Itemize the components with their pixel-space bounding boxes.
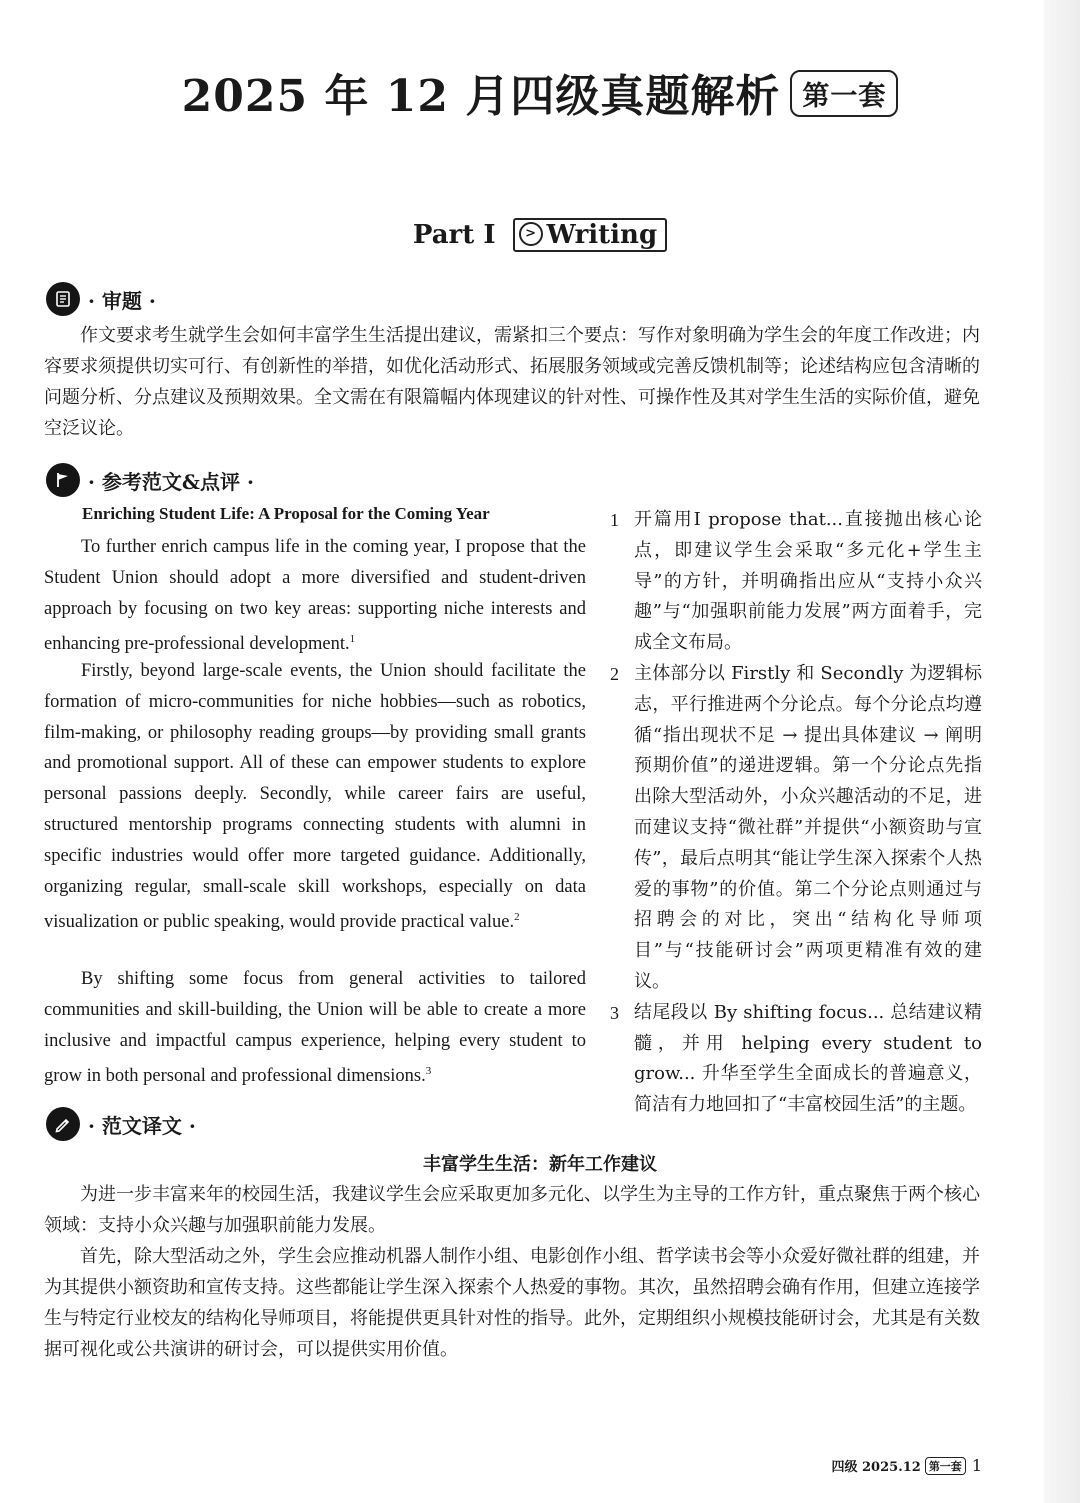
set-label-box: 第一套 — [790, 70, 898, 117]
note-text: 主体部分以 Firstly 和 Secondly 为逻辑标志，平行推进两个分论点。每个分论点均遵循“指出现状不足 → 提出具体建议 → 阐明预期价值”的递进逻辑。第一个分论点先指出除大型活动外，小众兴趣活动的不足，进而建议支持“微社群”并提供“小额资助与宣传”，最后点明其“能让学生深入探索个人热爱的事物”的价值。第二个分论点则通过与招聘会的对比，突出“结构化导师项目”与“技能研讨会”两项更精准有效的建议。 — [634, 662, 982, 992]
page-footer — [831, 1456, 982, 1475]
document-icon — [46, 282, 80, 316]
note-number: 1 — [610, 510, 619, 530]
translation-paragraph-1: 为进一步丰富来年的校园生活，我建议学生会应采取更加多元化、以学生为主导的工作方针，重点聚焦于两个核心领域：支持小众兴趣与加强职前能力发展。 — [44, 1184, 980, 1236]
footer-set-label: 第一套 — [925, 1457, 966, 1475]
part-name-box — [513, 218, 668, 252]
section-heading-translation — [46, 1107, 196, 1141]
section-heading-label: · 范文译文 · — [88, 1113, 196, 1138]
essay-note-ref: 2 — [514, 911, 520, 924]
part-name: Writing — [546, 220, 658, 250]
section-heading-label: · 审题 · — [88, 288, 156, 313]
commentary-note — [610, 505, 982, 659]
page-title — [0, 60, 1080, 124]
note-number: 3 — [610, 1002, 619, 1023]
translation-paragraph-2: 首先，除大型活动之外，学生会应推动机器人制作小组、电影创作小组、哲学读书会等小众爱好微社群的组建，并为其提供小额资助和宣传支持。这些都能让学生深入探索个人热爱的事物。其次，虽然招聘会确有作用，但建立连接学生与特定行业校友的结构化导师项目，将能提供更具针对性的指导。此外，定期组织小规模技能研讨会，尤其是有关数据可视化或公共演讲的研讨会，可以提供实用价值。 — [44, 1246, 980, 1360]
translation-title: 丰富学生生活：新年工作建议 — [423, 1154, 657, 1175]
page-title-text: 2025 年 12 月四级真题解析 — [181, 71, 781, 122]
commentary-notes — [610, 505, 982, 1121]
flag-icon — [46, 463, 80, 497]
essay-note-ref: 1 — [349, 633, 356, 646]
page-number: 1 — [971, 1456, 982, 1475]
note-text: 开篇用I propose that...直接抛出核心论点，即建议学生会采取“多元化+学生主导”的方针，并明确指出应从“支持小众兴趣”与“加强职前能力发展”两方面着手，完成全文布局。 — [634, 509, 982, 654]
section-heading-label: · 参考范文&点评 · — [88, 469, 254, 494]
note-text: 结尾段以 By shifting focus... 总结建议精髓，并用 helping every student to grow... 升华至学生全面成长的普遍意义，简洁有力地回扣了“丰富校园生活”的主题。 — [634, 1001, 982, 1116]
commentary-note — [610, 659, 982, 998]
essay-paragraph-3 — [44, 964, 586, 1092]
pen-icon — [46, 1107, 80, 1141]
essay-paragraph-text: Firstly, beyond large-scale events, the Union should facilitate the formation of micro-communities for niche hobbies—such as robotics, film-making, or philosophy reading groups—by providing small grants and promotional support. All of these can empower students to explore personal passions deeply. Secondly, while career fairs are useful, structured mentorship programs connecting students with alumni in specific industries would offer more targeted guidance. Additionally, organizing regular, small-scale skill workshops, especially on data visualization or public speaking, would provide practical value. — [44, 661, 586, 933]
section-heading-sample — [46, 463, 254, 497]
essay-paragraph-text: To further enrich campus life in the coming year, I propose that the Student Union should adopt a more diversified and student-driven approach by focusing on two key areas: supporting niche interests and enhancing pre-professional development. — [44, 537, 586, 655]
review-paragraph: 作文要求考生就学生会如何丰富学生生活提出建议，需紧扣三个要点：写作对象明确为学生会的年度工作改进；内容要求须提供切实可行、有创新性的举措，如优化活动形式、拓展服务领域或完善反馈机制等；论述结构应包含清晰的问题分析、分点建议及预期效果。全文需在有限篇幅内体现建议的针对性、可操作性及其对学生生活的实际价值，避免空泛议论。 — [44, 325, 980, 439]
part-heading — [0, 218, 1080, 252]
essay-paragraph-text: By shifting some focus from general activities to tailored communities and skill-building, the Union will be able to create a more inclusive and impactful campus experience, helping every student to grow in both personal and professional dimensions. — [44, 969, 586, 1087]
part-label: Part I — [412, 220, 496, 250]
commentary-note — [610, 998, 982, 1121]
essay-title: Enriching Student Life: A Proposal for the Coming Year — [82, 504, 490, 523]
essay-paragraph-2 — [44, 656, 586, 938]
section-heading-review — [46, 282, 156, 316]
arrow-circle-icon: > — [519, 222, 543, 246]
essay-note-ref: 3 — [425, 1065, 432, 1078]
footer-exam: 四级 2025.12 — [831, 1460, 921, 1475]
note-number: 2 — [610, 663, 619, 684]
essay-paragraph-1 — [44, 532, 586, 660]
